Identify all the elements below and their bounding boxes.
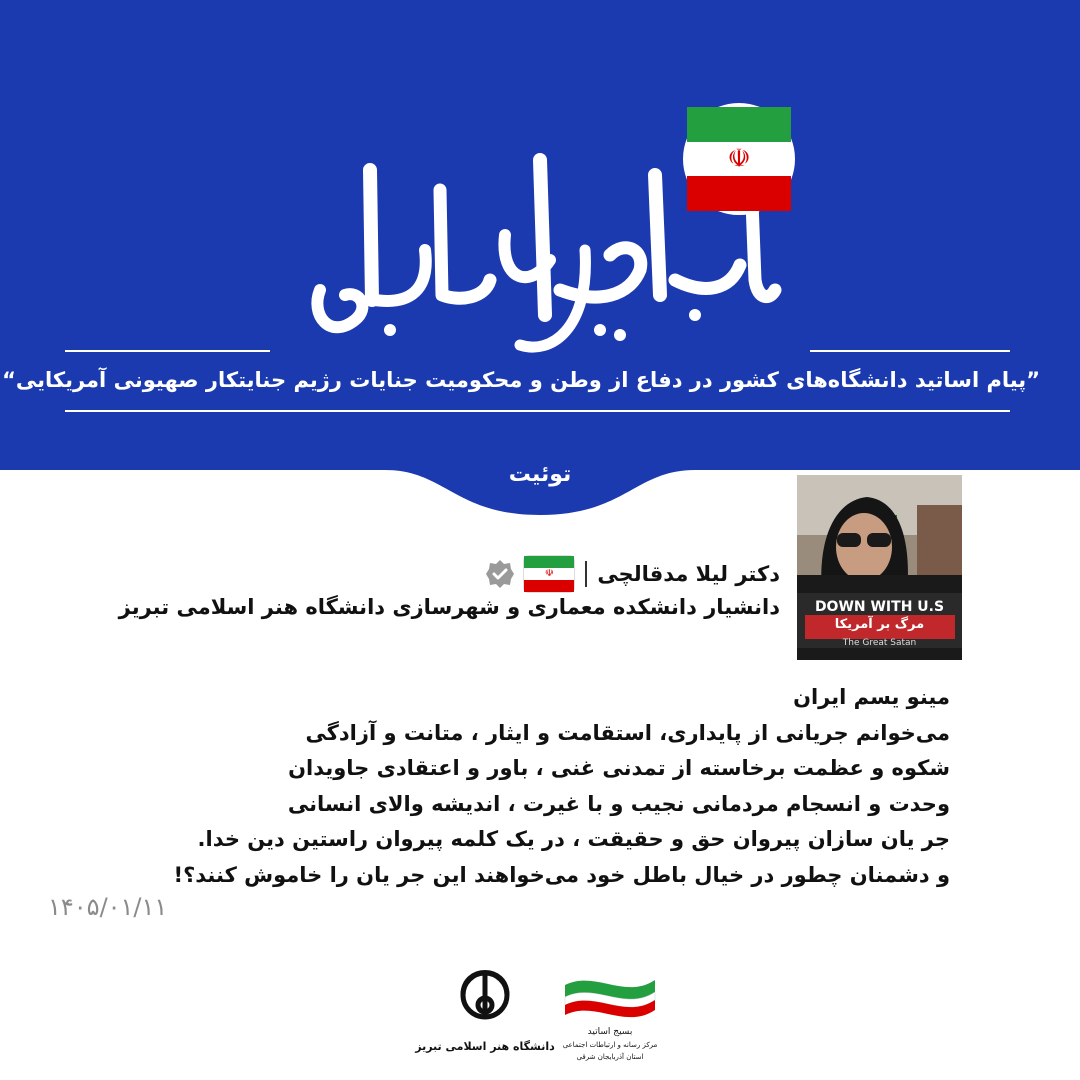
separator (585, 561, 587, 587)
message-line: وحدت و انسجام مردمانی نجیب و با غیرت ، اندیشه والای انسانی (287, 791, 950, 816)
iran-emblem-icon: ☫ (727, 143, 751, 174)
divider-right (810, 350, 1010, 352)
divider-bottom (65, 410, 1010, 412)
header-subtitle: ”پیام اساتید دانشگاه‌های کشور در دفاع از وطن و محکومیت جنایات رژیم جنایتکار صهیونی آمریکایی“ (2, 368, 1040, 392)
author-line (485, 555, 780, 593)
avatar-sign-caption: The Great Satan (842, 638, 917, 648)
basij-professors-logo (555, 960, 665, 1070)
logo-right-line: بسیج اساتید (587, 1027, 633, 1037)
avatar-sign-text-fa: مرگ بر آمریکا (834, 617, 925, 632)
tabriz-islamic-art-university-logo (415, 955, 555, 1070)
verified-badge-icon (485, 559, 515, 589)
avatar-sign-text: DOWN WITH U.S (814, 599, 945, 615)
logo-right-line: مرکز رسانه و ارتباطات اجتماعی (562, 1041, 658, 1049)
message-date: ۱۴۰۵/۰۱/۱۱ (48, 893, 168, 921)
message-body (174, 680, 950, 893)
logo-left-text: دانشگاه هنر اسلامی تبریز (415, 1040, 555, 1053)
author-affiliation: دانشیار دانشکده معماری و شهرسازی دانشگاه هنر اسلامی تبریز (118, 595, 780, 619)
author-name: دکتر لیلا مدقالچی (597, 562, 780, 586)
tab-tweet-label: توئیت (508, 462, 572, 487)
message-line: جر یان سازان پیروان حق و حقیقت ، در یک کلمه پیروان راستین دین خدا. (197, 827, 950, 851)
divider-left (65, 350, 270, 352)
logo-right-line: استان آذربایجان شرقی (576, 1053, 644, 1061)
message-line: می‌خوانم جریانی از پایداری، استقامت و ایثار ، متانت و آزادگی (305, 720, 950, 745)
message-line: مینو یسم ایران (793, 685, 950, 709)
message-line: و دشمنان چطور در خیال باطل خود می‌خواهند این جر یان را خاموش کنند؟! (173, 862, 950, 887)
iran-flag-icon (683, 103, 795, 215)
iran-flag-icon: ☫ (523, 555, 575, 593)
message-line: شکوه و عظمت برخاسته از تمدنی غنی ، باور و اعتقادی جاویدان (288, 756, 950, 780)
author-avatar (797, 475, 962, 660)
